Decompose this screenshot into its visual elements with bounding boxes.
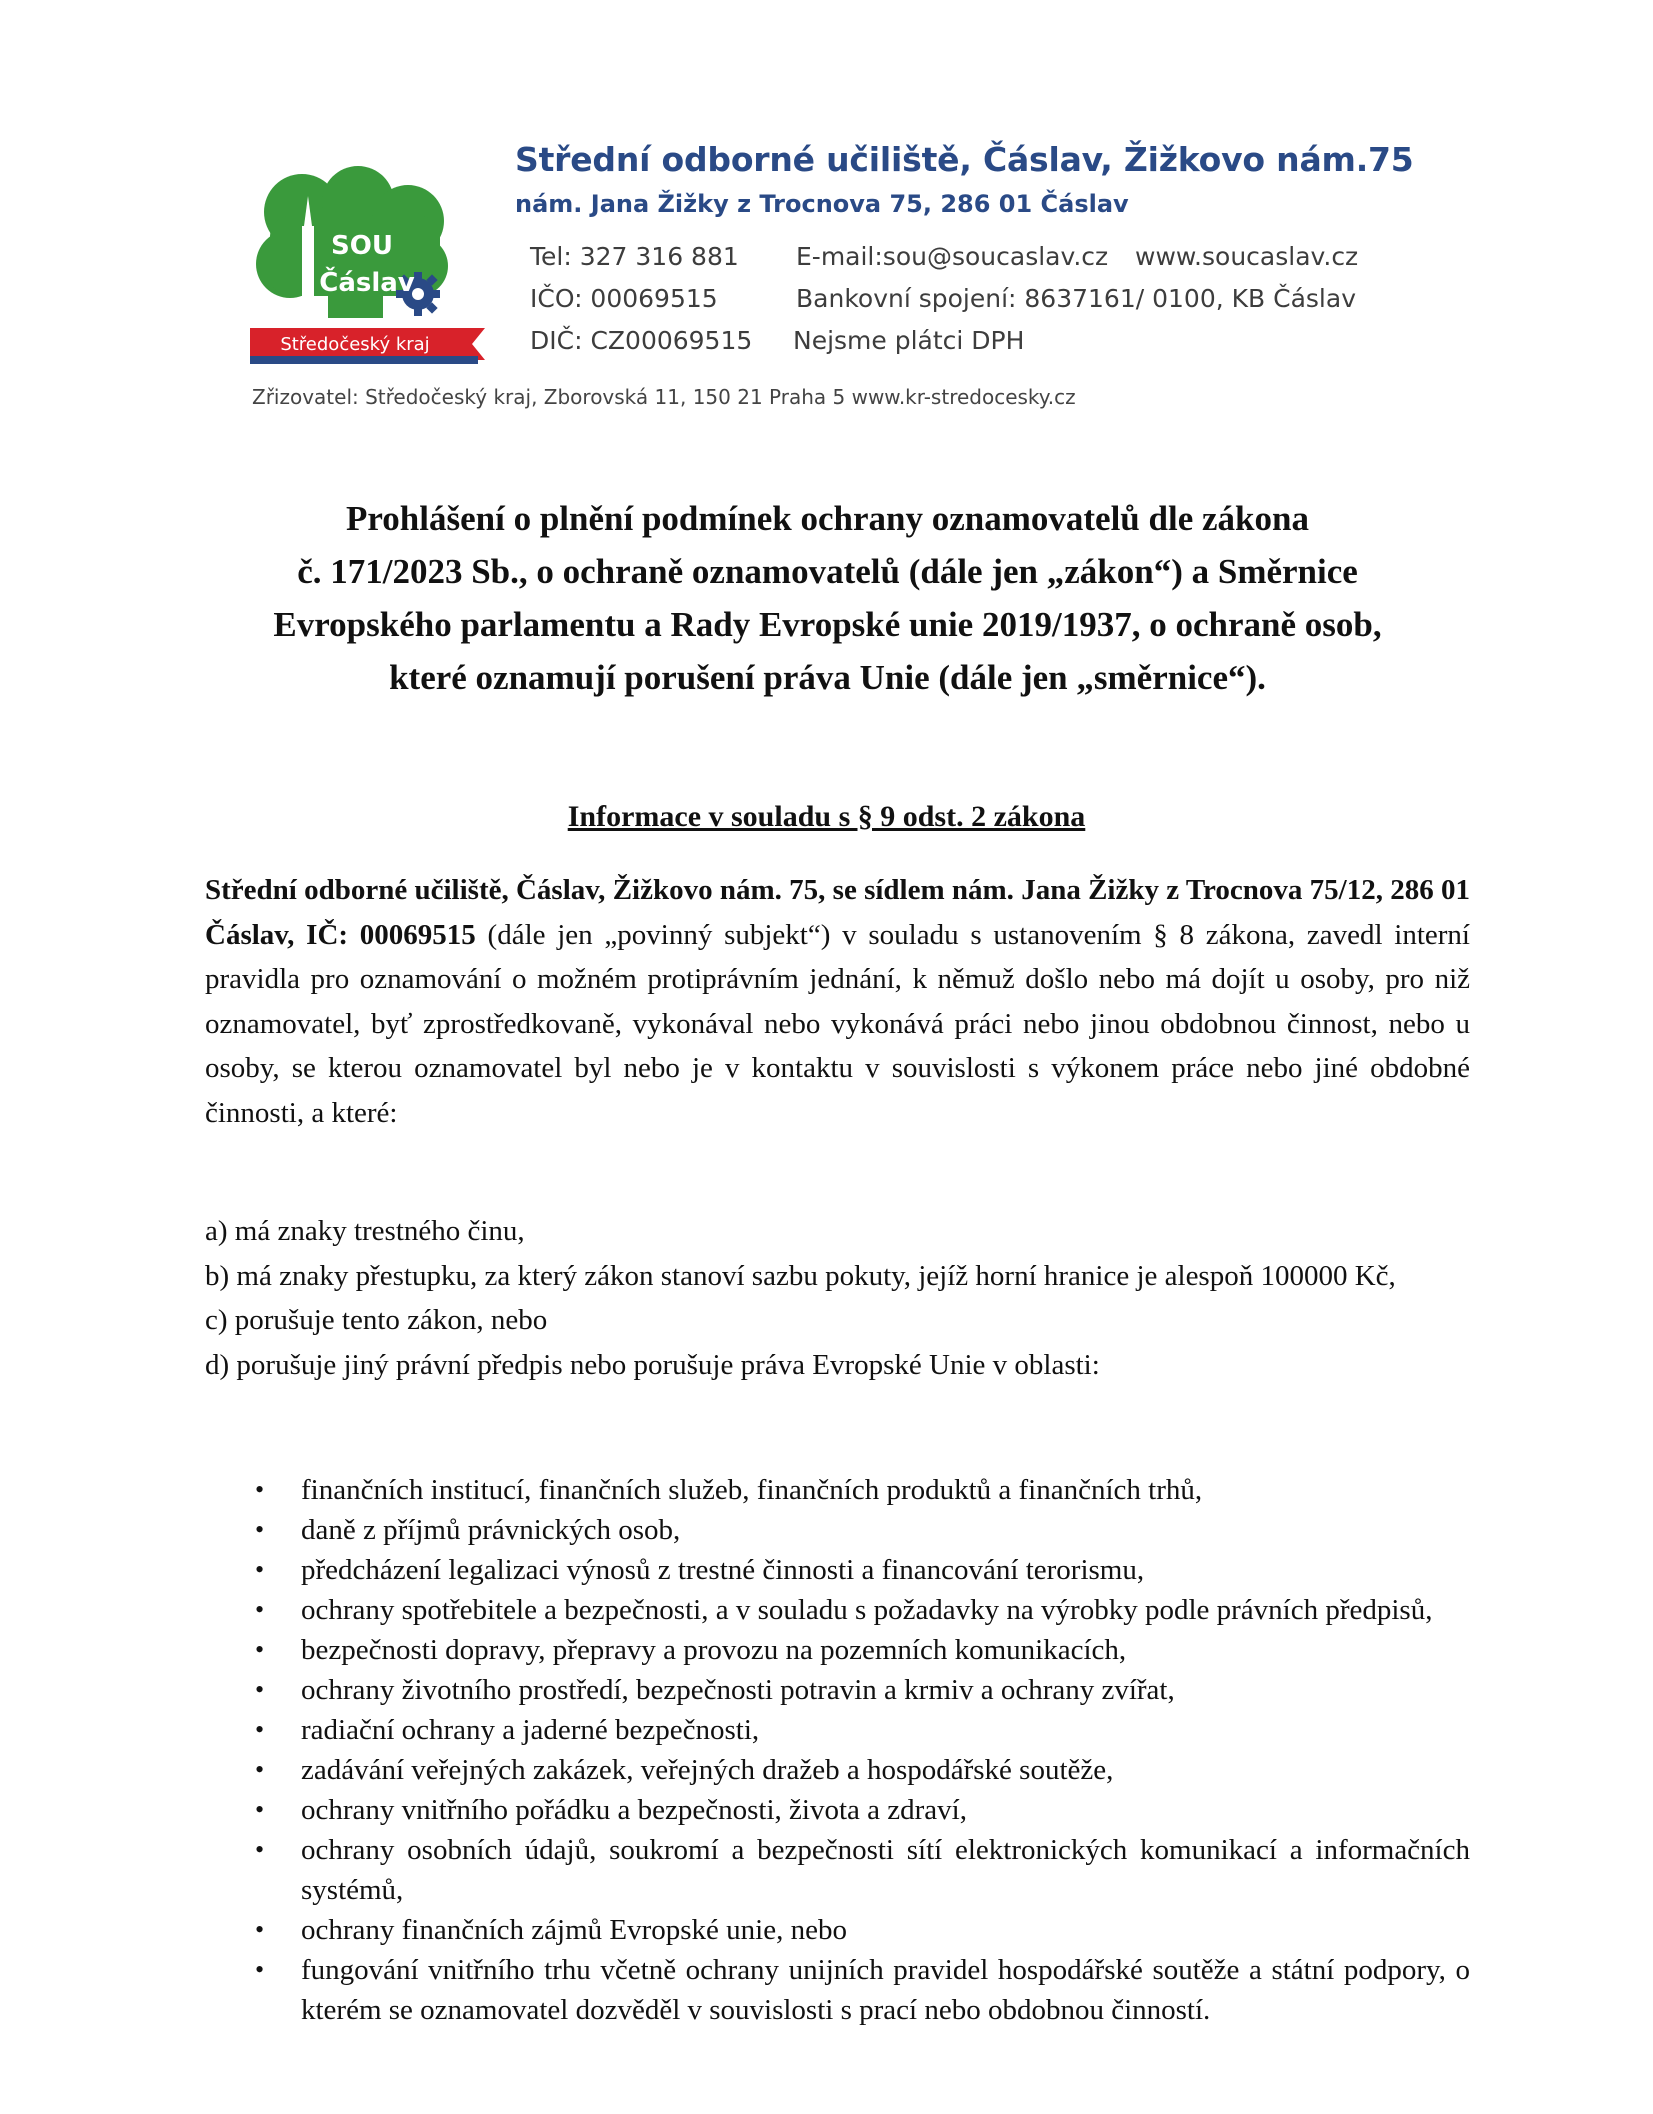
org-address: nám. Jana Žižky z Trocnova 75, 286 01 Čáslav: [515, 190, 1129, 218]
list-item: [205, 1550, 1470, 1590]
org-bank: Bankovní spojení: 8637161/ 0100, KB Čáslav: [796, 284, 1356, 313]
bullet-text: ochrany finančních zájmů Evropské unie, nebo: [301, 1914, 847, 1946]
bullet-icon: •: [255, 1715, 265, 1744]
bullet-icon: •: [255, 1795, 265, 1824]
list-item: [205, 1790, 1470, 1830]
org-web[interactable]: www.soucaslav.cz: [1135, 242, 1359, 271]
list-item: [205, 1470, 1470, 1510]
bullet-text: finančních institucí, finančních služeb, finančních produktů a finančních trhů,: [301, 1474, 1203, 1506]
title-line: Prohlášení o plnění podmínek ochrany oznamovatelů dle zákona: [346, 499, 1309, 538]
title-line: č. 171/2023 Sb., o ochraně oznamovatelů (dále jen „zákon“) a Směrnice: [297, 552, 1358, 591]
condition-list: [205, 1209, 1470, 1387]
area-list: [205, 1470, 1470, 2030]
list-item: [205, 1630, 1470, 1670]
org-ico: IČO: 00069515: [530, 284, 718, 313]
title-line: které oznamují porušení práva Unie (dále jen „směrnice“).: [389, 658, 1266, 697]
bullet-icon: •: [255, 1595, 265, 1624]
title-line: Evropského parlamentu a Rady Evropské unie 2019/1937, o ochraně osob,: [273, 605, 1382, 644]
list-item: c) porušuje tento zákon, nebo: [205, 1304, 548, 1336]
bullet-icon: •: [255, 1835, 265, 1864]
org-vat: Nejsme plátci DPH: [793, 326, 1025, 355]
bullet-icon: •: [255, 1915, 265, 1944]
list-item: b) má znaky přestupku, za který zákon stanoví sazbu pokuty, jejíž horní hranice je alespoň 100000 Kč,: [205, 1259, 1396, 1292]
document-title: [160, 492, 1495, 704]
org-tel: Tel: 327 316 881: [530, 242, 739, 271]
intro-rest: (dále jen „povinný subjekt“) v souladu s ustanovením § 8 zákona, zavedl interní pravidla pro oznamování o možném protiprávním jednání, k němuž došlo nebo má dojít u osoby, pro niž oznamovatel, byť zprostředkovaně, vykonával nebo vykonává práci nebo jinou obdobnou činnost, nebo u osoby, se kterou oznamovatel byl nebo je v kontaktu v souvislosti s výkonem práce nebo jiné obdobné činnosti, a které:: [205, 918, 1470, 1129]
logo-town: Čáslav: [319, 268, 415, 298]
list-item: [205, 1710, 1470, 1750]
bullet-text: ochrany vnitřního pořádku a bezpečnosti, života a zdraví,: [301, 1794, 967, 1826]
bullet-text: ochrany životního prostředí, bezpečnosti potravin a krmiv a ochrany zvířat,: [301, 1674, 1175, 1706]
bullet-icon: •: [255, 1755, 265, 1784]
list-item: [205, 1590, 1470, 1630]
list-item: d) porušuje jiný právní předpis nebo porušuje práva Evropské Unie v oblasti:: [205, 1348, 1100, 1381]
org-dic: DIČ: CZ00069515: [530, 326, 753, 355]
logo-region: Středočeský kraj: [280, 334, 430, 355]
list-item: [205, 1950, 1470, 2030]
bullet-text: radiační ochrany a jaderné bezpečnosti,: [301, 1714, 760, 1746]
bullet-text: fungování vnitřního trhu včetně ochrany unijních pravidel hospodářské soutěže a státní podpory, o kterém se oznamovatel dozvěděl v souvislosti s prací nebo obdobnou činností.: [301, 1954, 1470, 2026]
founder-line: Zřizovatel: Středočeský kraj, Zborovská 11, 150 21 Praha 5 www.kr-stredocesky.cz: [252, 385, 1076, 409]
bullet-icon: •: [255, 1475, 265, 1504]
org-email[interactable]: E-mail:sou@soucaslav.cz: [796, 242, 1109, 271]
bullet-text: ochrany osobních údajů, soukromí a bezpečnosti sítí elektronických komunikací a informačních systémů,: [301, 1834, 1470, 1906]
section-heading: Informace v souladu s § 9 odst. 2 zákona: [567, 800, 1086, 833]
list-item: [205, 1670, 1470, 1710]
bullet-text: zadávání veřejných zakázek, veřejných dražeb a hospodářské soutěže,: [301, 1754, 1114, 1786]
bullet-text: ochrany spotřebitele a bezpečnosti, a v souladu s požadavky na výrobky podle právních předpisů,: [301, 1594, 1433, 1626]
intro-bold: Střední odborné učiliště, Čáslav, Žižkovo nám. 75, se sídlem nám. Jana Žižky z Trocnova 75/12, 286 01 Čáslav, IČ: 00069515: [205, 874, 1470, 951]
bullet-text: bezpečnosti dopravy, přepravy a provozu na pozemních komunikacích,: [301, 1634, 1127, 1666]
list-item: [205, 1750, 1470, 1790]
list-item: a) má znaky trestného činu,: [205, 1215, 525, 1247]
bullet-icon: •: [255, 1515, 265, 1544]
school-logo: [250, 166, 500, 371]
bullet-text: předcházení legalizaci výnosů z trestné činnosti a financování terorismu,: [301, 1554, 1145, 1586]
list-item: [205, 1510, 1470, 1550]
bullet-icon: •: [255, 1675, 265, 1704]
logo-abbr: SOU: [331, 231, 393, 261]
bullet-icon: •: [255, 1555, 265, 1584]
org-name: Střední odborné učiliště, Čáslav, Žižkovo nám.75: [515, 140, 1414, 179]
bullet-text: daně z příjmů právnických osob,: [301, 1514, 681, 1546]
list-item: [205, 1830, 1470, 1910]
list-item: [205, 1910, 1470, 1950]
intro-paragraph: [205, 868, 1470, 1135]
bullet-icon: •: [255, 1955, 265, 1984]
bullet-icon: •: [255, 1635, 265, 1664]
